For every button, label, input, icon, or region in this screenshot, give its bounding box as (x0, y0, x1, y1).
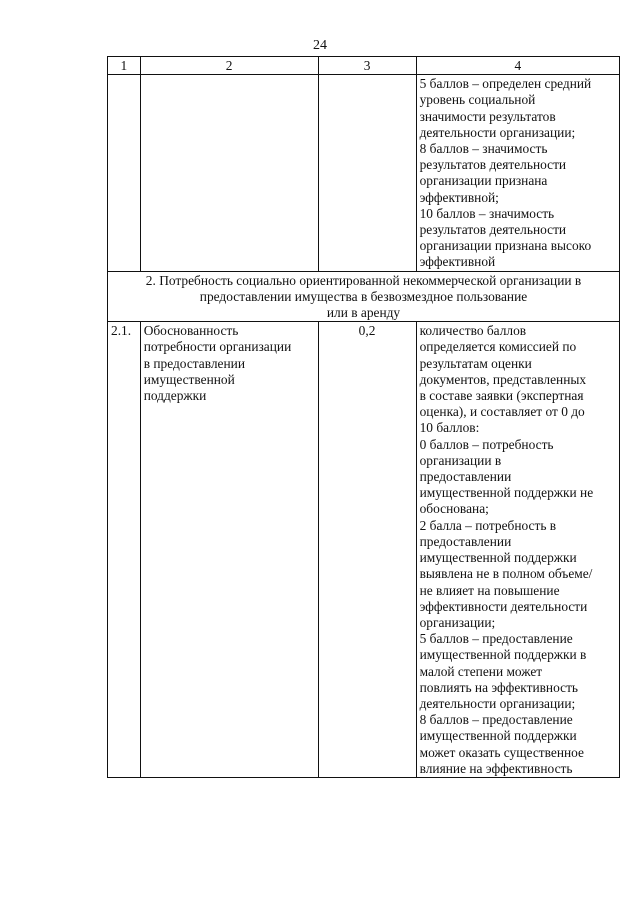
criterion-row-2-1 (108, 322, 620, 778)
column-number-4: 4 (416, 57, 619, 75)
column-number-1: 1 (108, 57, 141, 75)
continuation-description: 5 баллов – определен средний уровень социальной значимости результатов деятельности организации; 8 баллов – значимость результатов деятельности организации признана эффективной; 10 баллов – значимость результатов деятельности организации признана высоко эффективной (416, 75, 619, 271)
criterion-description: количество баллов определяется комиссией по результатам оценки документов, представленных в составе заявки (экспертная оценка), и составляет от 0 до 10 баллов: 0 баллов – потребность организации в предоставлении имущественной поддержки не обоснована; 2 балла – потребность в предоставлении имущественной поддержки выявлена не в полном объеме/ не влияет на повышение эффективности деятельности организации; 5 баллов – предоставление имущественной поддержки в малой степени может повлиять на эффективность деятельности организации; 8 баллов – предоставление имущественной поддержки может оказать существенное влияние на эффективность (416, 322, 619, 778)
continuation-cell-2 (140, 75, 318, 271)
continuation-cell-1 (108, 75, 141, 271)
criterion-number: 2.1. (108, 322, 141, 778)
section-heading-row (108, 271, 620, 322)
column-number-row (108, 57, 620, 75)
continuation-cell-3 (318, 75, 416, 271)
criteria-table (107, 56, 620, 778)
page-number: 24 (313, 38, 327, 53)
section-heading (108, 271, 620, 322)
section-heading-line-3: или в аренду (326, 305, 401, 321)
column-number-2: 2 (140, 57, 318, 75)
continuation-row (108, 75, 620, 271)
criterion-name: Обоснованность потребности организации в предоставлении имущественной поддержки (140, 322, 318, 778)
section-heading-line-1: 2. Потребность социально ориентированной некоммерческой организации в (145, 272, 582, 288)
criterion-weight: 0,2 (318, 322, 416, 778)
column-number-3: 3 (318, 57, 416, 75)
section-heading-line-2: предоставлении имущества в безвозмездное пользование (199, 288, 528, 304)
